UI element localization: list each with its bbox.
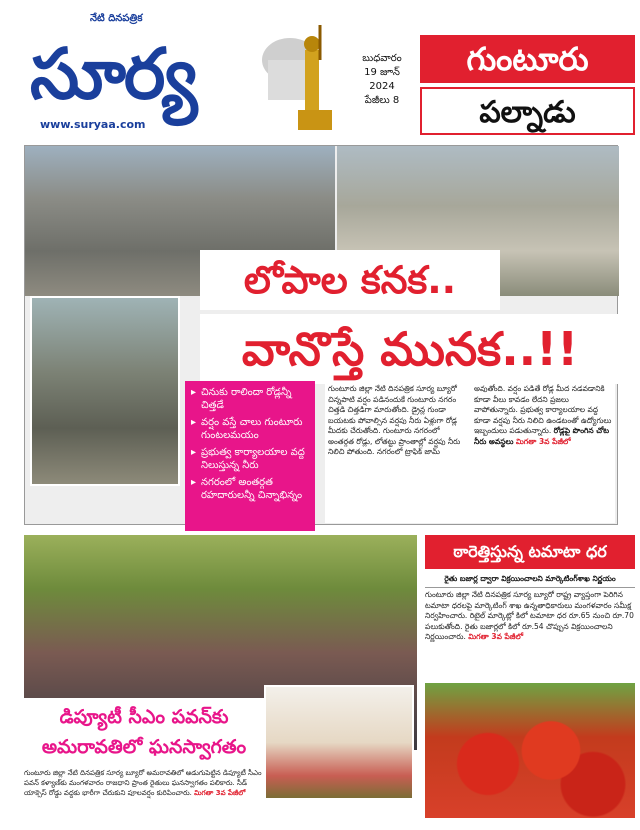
highlight-item: ▸ నగరంలో అంతర్గత రహదారులన్నీ చిన్నాభిన్నం	[191, 476, 309, 502]
date-box	[352, 52, 412, 127]
lead-headline-line1[interactable]: లోపాల కనక..	[200, 250, 500, 310]
lead-highlights	[185, 381, 315, 531]
issue-year: 2024	[369, 81, 395, 92]
statue-icon	[250, 20, 350, 135]
story-tomato-price	[425, 535, 635, 820]
story-deputy-cm	[24, 535, 417, 820]
story3-continued[interactable]: మిగతా 3వ పేజీలో	[468, 632, 524, 641]
story3-subhead: రైతు బజార్ల ద్వారా విక్రయించాలని మార్కెటింగ్‌శాఖ నిర్ణయం	[425, 571, 635, 588]
statue-illustration	[250, 20, 350, 135]
highlight-item: ▸ ప్రభుత్వ కార్యాలయాల వద్ద నిలుస్తున్న నీరు	[191, 446, 309, 472]
lead-body-text	[325, 381, 615, 523]
highlight-item: ▸ చినుకు రాలిందా రోడ్లన్నీ చిత్తడే	[191, 386, 309, 412]
story3-headline[interactable]: ఠారెత్తిస్తున్న టమాటా ధర	[425, 535, 635, 569]
lead-story	[24, 145, 618, 525]
masthead	[0, 0, 640, 140]
story2-body-text	[24, 768, 264, 820]
website-url[interactable]: www.suryaa.com	[40, 118, 146, 131]
lead-body: గుంటూరు జిల్లా నేటి దినపత్రిక సూర్య బ్యూరో చిన్నపాటి వర్షం పడినందుకే గుంటూరు నగరం చిత్తడి చిత్తడిగా మారుతోంది. డ్రైన్ల గుండా బయటకు పోవాల్సిన వర్షపు నీరు ఏళ్లుగా రోడ్ల మీదకు చేరుతోంది. గుంటూరు నగరంలో అంతర్గత రోడ్లు, లోతట్టు ప్రాంతాల్లో వర్షపు నీరు నిలిచి పోతుంది. నగరంలో ట్రాఫిక్ జామ్ అవుతోంది. వర్షం పడితే రోడ్ల మీద నడవడానికి కూడా వీలు కావడం లేదని ప్రజలు వాపోతున్నారు. ప్రభుత్వ కార్యాలయాల వద్ద కూడా వర్షపు నీరు నిలిచి ఉండటంతో ఉద్యోగులు ఇబ్బందులు పడుతున్నారు.	[328, 384, 612, 456]
region-palnadu: పల్నాడు	[420, 87, 635, 135]
lead-tagline: రోడ్లపై పొంగిన చోట నీరు అవస్థలు	[474, 426, 609, 446]
region-guntur: గుంటూరు	[420, 35, 635, 83]
highlight-item: ▸ వర్షం వస్తే చాలు గుంటూరు గుంటలమయం	[191, 416, 309, 442]
newspaper-logo: సూర్య	[30, 32, 196, 115]
story2-body: గుంటూరు జిల్లా నేటి దినపత్రిక సూర్య బ్యూరో అమరావతిలో అడుగుపెట్టిన డిప్యూటీ సీఎం పవన్ కళ్యాణ్‌కు మంగళవారం రాజధాని ప్రాంత రైతులు ఘనస్వాగతం పలికారు. సీడ్ యాక్సెస్ రోడ్డు వద్దకు భారీగా చేరుకుని పూలవర్షం కురిపించారు.	[24, 769, 262, 797]
logo-tagline: నేటి దినపత్రిక	[90, 13, 143, 24]
lead-continued[interactable]: మిగతా 3వ పేజీలో	[515, 436, 571, 446]
photo-leaders-inset	[264, 685, 414, 800]
story2-headline[interactable]: డిప్యూటీ సీఎం పవన్‌కు అమరావతిలో ఘనస్వాగతం	[24, 698, 264, 766]
issue-day: బుధవారం	[362, 53, 402, 64]
story2-continued[interactable]: మిగతా 3వ పేజీలో	[194, 789, 246, 797]
story3-body-text	[425, 590, 635, 680]
edition-region	[420, 35, 635, 135]
photo-tomatoes	[425, 683, 635, 818]
page-count: పేజీలు 8	[364, 95, 400, 106]
photo-flooded-drain	[30, 296, 180, 486]
lead-headline-line2[interactable]: వానొస్తే మునక..!!	[200, 314, 620, 384]
story3-body: గుంటూరు జిల్లా నేటి దినపత్రిక సూర్య బ్యూరో రాష్ట్ర వ్యాప్తంగా పెరిగిన టమాటా ధరలపై మార్కెటింగ్ శాఖ ఉన్నతాధికారులు మంగళవారం సమీక్ష నిర్వహించారు. రిటైల్ మార్కెట్లో కిలో టమాటా ధర రూ.65 నుంచి రూ.70 పలుకుతోంది. రైతు బజార్లలో కిలో రూ.54 చొప్పున విక్రయించాలని నిర్ణయించారు.	[425, 590, 634, 641]
issue-date: 19 జూన్	[364, 67, 400, 78]
